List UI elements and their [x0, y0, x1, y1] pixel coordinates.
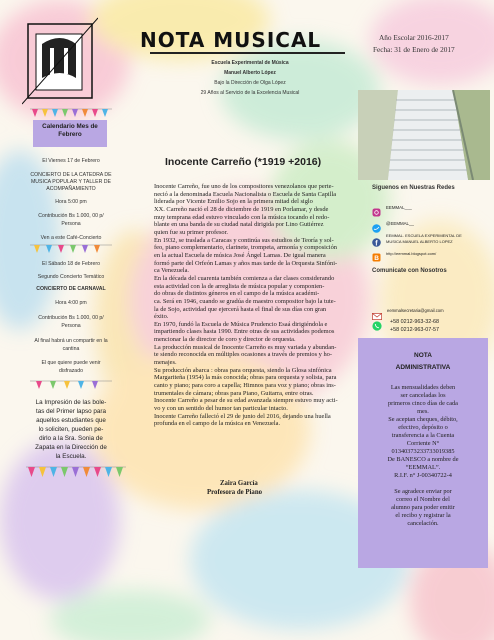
instagram-handle: EEMMAL___ — [386, 205, 412, 210]
event1-fee-unit: Persona — [61, 221, 81, 227]
svg-text:f: f — [375, 240, 378, 247]
event2-title: CONCIERTO DE CARNAVAL — [36, 286, 106, 292]
bunting-top — [30, 108, 112, 118]
school-year: Año Escolar 2016-2017 — [379, 33, 449, 42]
admin-line: transferencia a la Cuenta — [391, 432, 455, 439]
article-line: XX. Carreño nació el 28 de diciembre de 1919 en Porlamar, y desde — [154, 205, 329, 213]
admin-line: alumno para poder emitir — [391, 504, 455, 511]
article-line: te siendo reconocida en múltiples ocasiones a través de premios y ho- — [154, 351, 332, 359]
article-line: Inocente Carreño a pesar de su edad avanzada siempre estuvo muy acti- — [154, 397, 338, 405]
event1-date: El Viernes 17 de Febrero — [42, 158, 100, 164]
admin-line — [364, 480, 482, 488]
admin-body — [364, 384, 482, 528]
contact-heading: Comunicate con Nosotros — [372, 268, 447, 274]
social-heading: Siguenos en Nuestras Redes — [372, 185, 455, 191]
event1-fee: Contribución Bs 1.000, 00 p/ — [38, 213, 104, 219]
article-line: mencionar la de director de coro y director de orquesta. — [154, 336, 296, 344]
article-line: do obras de distintos géneros en el campo de la música académi- — [154, 290, 320, 298]
event2-fee-unit: Persona — [61, 323, 81, 329]
event2-extra-3: El que quiere puede venir — [41, 360, 101, 366]
facebook-name-l1: EEMMAL. ESCUELA EXPERIMENTAL DE — [386, 233, 462, 238]
admin-line: Las mensualidades deben — [390, 384, 456, 391]
phone-row[interactable] — [372, 318, 440, 336]
blog-row[interactable] — [372, 249, 437, 267]
admin-line: De BANESCO a nombre de — [387, 456, 459, 463]
issue-date: Fecha: 31 de Enero de 2017 — [373, 45, 455, 54]
article-line: impartiendo clases hasta 1990. Entre otras de sus actividades podemos — [154, 328, 335, 336]
article-line: profunda en el campo de la música en Venezuela. — [154, 420, 281, 428]
article-line: La producción musical de Inocente Carreño es muy variada y abundan- — [154, 343, 337, 351]
school-name: Manuel Alberto López — [224, 70, 276, 76]
article-line: esta actividad con la de arreglista de música popular y componien- — [154, 282, 325, 290]
article-line: Inocente Carreño, fue uno de los compositores venezolanos que perte- — [154, 183, 334, 190]
article-author: Zaira García — [220, 480, 258, 487]
school-label: Escuela Experimental de Música — [211, 60, 289, 66]
bunting-bottom — [26, 466, 126, 478]
contact-phone-2: +58 0212-963-07-57 — [390, 327, 440, 333]
article-line: formó parte del Orfeón Lamas y años mas tarde de la Orquesta Sinfóni- — [154, 259, 338, 267]
event1-title-l3: ACOMPAÑAMIENTO — [46, 186, 96, 192]
article-line: feo, piano complementario, clarinete, trompeta, armonía y composición — [154, 244, 337, 252]
article-line: ca. Será en 1946, cuando se gradúa de maestro compositor bajo la tute- — [154, 297, 336, 305]
article-line: Margariteña (1954) la más conocida; obras para orquesta y solista, para — [154, 374, 337, 382]
article-line: En 1932, se traslada a Caracas y continúa sus estudios de Teoría y sol- — [154, 236, 334, 244]
article-line: muy temprana edad estuvo vinculado con la música tocando el redo- — [154, 213, 330, 221]
admin-line: primeros cinco días de cada — [388, 400, 458, 407]
years-line: 29 Años al Servicio de la Excelencia Musical — [200, 90, 300, 96]
admin-line: efectivo, depósito o — [398, 424, 448, 431]
stairs-photo — [358, 90, 490, 180]
event1-title-l1: CONCIERTO DE LA CATEDRA DE — [30, 172, 112, 178]
svg-text:B: B — [374, 255, 379, 262]
article-line: menajes. — [154, 359, 177, 367]
admin-title-l1: NOTA — [414, 352, 432, 359]
instagram-icon — [372, 208, 381, 217]
admin-line: 01340373233733019385 — [391, 448, 455, 455]
article-line: canto y piano; para coro a capella; Himnos para voz y piano; obras ins- — [154, 382, 336, 390]
note-line-5: dirlo a la Sra. Sonia de — [39, 435, 103, 442]
event2-extra-2: cantina — [62, 346, 80, 352]
admin-line: correo el Nombre del — [396, 496, 450, 503]
article-line: Su producción abarca : obras para orquesta, siendo la Glosa sinfónica — [154, 366, 332, 374]
admin-line: Se agradece enviar por — [394, 488, 452, 495]
admin-line: ser canceladas los — [400, 392, 446, 399]
admin-line: “EEMMAL”. — [405, 464, 441, 471]
article-line: la de Sojo, actividad que ejercerá hasta el final de sus días con gran — [154, 305, 327, 313]
note-line-2: tas del Primer lapso para — [36, 408, 106, 415]
note-line-3: aquellos estudiantes que — [36, 417, 106, 424]
event2-date: El Sábado 18 de Febrero — [42, 261, 100, 267]
article-line: quien fue su primer profesor. — [154, 228, 229, 236]
article-line: trumentales de cámara; obras para Piano, Guitarra, entre otras. — [154, 389, 314, 397]
article-author-role: Profesora de Piano — [207, 489, 262, 496]
article-title: Inocente Carreño (*1919 +2016) — [165, 156, 322, 168]
event2-time: Hora 4:00 pm — [55, 300, 87, 306]
calendar-heading: Calendario Mes de Febrero — [33, 120, 107, 147]
admin-title-l2: ADMINISTRATIVA — [395, 364, 451, 371]
admin-line: Corriente N° — [406, 440, 440, 447]
note-line-6: Zapata en la Dirección de — [35, 444, 107, 451]
article-line: neció a la denominada Escuela Nacionalista o Escuela de Santa Capilla — [154, 190, 337, 198]
facebook-icon — [372, 238, 381, 247]
admin-line: Se aceptan cheques, débito, — [388, 416, 458, 423]
admin-line: cancelación. — [407, 520, 439, 527]
newsletter-title: NOTA MUSICAL — [140, 28, 322, 52]
bunting-middle — [30, 244, 112, 254]
admin-line: el recibo y registrar la — [395, 512, 451, 519]
admin-line: mes. — [417, 408, 429, 415]
direction-line: Bajo la Dirección de Olga López — [214, 80, 286, 86]
school-logo — [22, 14, 98, 106]
bunting-lower — [30, 380, 112, 390]
contact-email: eemmalsecretaria@gmail.com — [387, 308, 444, 313]
event2-extra: Al final habrá un compartir en la — [34, 338, 108, 344]
article-line: Inocente Carreño falleció el 29 de junio del 2016, dejando una huella — [154, 412, 331, 420]
article-line: vo y con un sentido del humor tan particular intacto. — [154, 405, 288, 413]
admin-line: R.I.F. n° J-00340722-4 — [394, 472, 452, 479]
article-line: En 1970, fundó la Escuela de Música Prudencio Esaá dirigiéndola e — [154, 320, 328, 328]
note-line-4: lo soliciten, pueden pe- — [38, 426, 104, 433]
article-line: en la actual Escuela de música José Ángel Lamas. De igual manera — [154, 251, 326, 259]
article-line: blante en una banda de su ciudad natal dirigida por Lino Gutiérrez — [154, 221, 324, 229]
note-line-1: La Impresión de las bole- — [35, 399, 107, 406]
title-underline — [150, 52, 345, 54]
facebook-name-l2: MUSICA MANUEL ALBERTO LOPEZ — [386, 239, 453, 244]
whatsapp-icon — [372, 321, 382, 331]
event2-extra-4: disfrazado — [59, 368, 83, 374]
event1-title-l2: MUSICA POPULAR Y TALLER DE — [30, 179, 112, 185]
twitter-icon — [372, 224, 381, 233]
event2-subtitle: Segundo Concierto Temático — [37, 274, 105, 280]
blog-url: http://eemmal.blogspot.com/ — [386, 251, 437, 256]
article-line: éxito. — [154, 313, 169, 321]
event2-fee: Contribución Bs 1.000, 00 p/ — [38, 315, 104, 321]
twitter-handle: @EEMMAL__ — [386, 221, 414, 226]
contact-phone-1: +58 0212-963-32-68 — [390, 319, 440, 325]
article-line: liderada por Vicente Emilio Sojo en la primera mitad del siglo — [154, 198, 313, 206]
article-line: En la década del cuarenta también comienza a dar clases considerando — [154, 274, 335, 282]
article-body — [154, 183, 357, 428]
event1-time: Hora 5:00 pm — [55, 199, 87, 205]
event1-extra: Ven a este Café-Concierto — [40, 235, 102, 241]
note-line-7: la Escuela. — [55, 453, 87, 460]
blogger-icon — [372, 253, 381, 262]
article-line: ca Venezuela. — [154, 267, 190, 275]
